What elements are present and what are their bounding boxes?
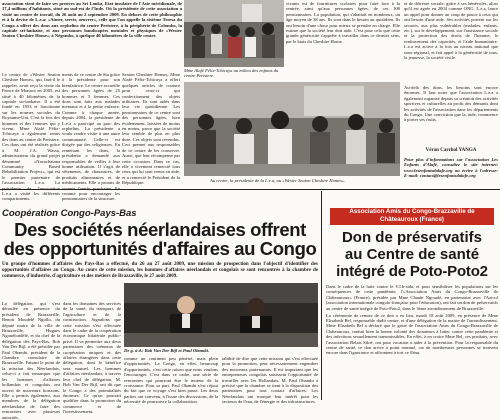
children-photo [184, 0, 284, 67]
association-banner [330, 208, 494, 225]
article-body-far-right-2: Au-delà des dons, les besoins sont encore énormes. Il faut noter que l'association L.e.a a également organisé depuis sa création des activités sportives et culturelles au profit des démunis dont les activités de l'association dans les départements du Congo. Une conviction que la, aide, commence à porter ses fruits. [404, 85, 498, 123]
children-photo-caption: Mme Alafé Félix-Tchicaya au milieu des enfants du centre Peristere. [184, 68, 279, 79]
cheshire-home-photo [184, 82, 400, 176]
article-body-far-right: et de détresse sociale, grâce à ses bénévoles, alors qu'il est agrée en 2004 comme ONG. L.e.a, lance un appel pour donner un coup de pouce à ceux qui ont besoin d'une aide. Ses activités portent sur les secours, aux plus vulnérables (malades, enfants, etc.), sur le développement, sur l'assistance sociale et la protection des droits de l'homme, le renforcement des capacités, et l'aide humanitaire. L.e.a est active à la fois au niveau national que sous-régional, et fait appel à la générosité de tous, la jeunesse, la société civile. [404, 1, 498, 61]
headline-line2: au Centre de santé [344, 246, 480, 263]
top-article [0, 0, 500, 202]
meeting-photo-caption: De g. à d.: Bob Van Der Bijl et Paul Obambi. [124, 348, 210, 353]
headline: Des sociétés néerlandaises offrent [14, 219, 306, 240]
cooperation-article [0, 191, 320, 420]
article-body-right: vivants est de fournitures scolaires pour faire face à la rentrée, ainsi qu'aux personnes âgées, de ces 100 pensionnaires. La population, qui s'abattait en nombreux, un âge moyen de 38 ans. Ils sont dans le besoin au quotidien. Ils ont besoin d'une chose pour mieux se prendre en charge. Elle estime que la société leur doit aide. C'est pour cela que cette grande générosité s'apprête à travailler dans ce dernier sens, par le biais du Cheshire Home. [286, 1, 400, 44]
association-name: Association Amis du Congo-Brazzaville de Châteauroux (France) [349, 208, 475, 223]
cooperation-col1: La délégation, qui s'est déroulée en présence du président de Brazzaville, Benoit Moudelé Ngollo, du député maire de la ville de Brazzaville, Hugues Ngouélondélé, et du chef de la délégation des Pays-Bas, Bob Van Der Bijl, a été présidée par Paul Obambi, président de la Chambre consulaire de Brazzaville. Faisant le point de la mission des Néerlandais, celui-ci a fait remarquer que les hommes d'affaires hollandais et congolais ont ouvert de nouveaux horizons. Elle a permis également, aux membres de la délégation néerlandaise de faire des rencontres avec plusieurs autorités. [2, 301, 60, 420]
body-paragraph-1: Dans le cadre de la lutte contre le V.I.h-sida, et pour sensibiliser les populations sur les conséquences de cette pandémie, l'«Association Amis du Congo-Brazzaville de Châteauroux» (France), présidée par Mme Claude Ngoualé, en partenariat avec l'Azicol (association internationale congolo-française pour l'éducation), ont fait un don de préservatifs au centre de santé intégré de Poto-Poto2, dans le 3ème arrondissement de Brazzaville. [326, 284, 498, 311]
contact-info: Pour plus d'informations sur l'association Les Enfants d'Alafé, consultez le site internet: www.lesenfantsdalafe.org ou écrire à l'adresse: E-mail: contact@lesenfantsdalafe.org [404, 157, 498, 179]
condom-article-body [326, 284, 498, 400]
meeting-photo [124, 283, 318, 347]
article-author: Véran Carrhol YANGA [425, 148, 477, 153]
column-divider [321, 191, 322, 400]
cooperation-col4: tabilité de dire que cette mission qui s'est effectuée pour la promotion, peut nécessairement engendrer des nouveaux partenariats. Il est important que les entrepreneurs congolais saisissent l'opportunité de travailler avec les Hollandais. M. Paul Obambi a précisé que la chambre se tient à la disposition des partenaires pour tout contact d'affaires. Les Néerlandais ont marqué leur intérêt pour les secteurs de l'eau, de l'énergie et des infrastructures. [222, 356, 318, 405]
cooperation-col3: comme un continent peu pénétré, mais plein d'opportunités. La Congo, en effet, beaucoup d'opportunités, c'est cette raison que nous voulons l'encourager. C'est dans ce cadre, une série de rencontres qui pourront être le moteur de la croissance. Pour sa part, Paul Obambi s'est réjoui du fait que ce voyage s'est bien passé. Les deux parties ont convenu, à l'issue des discussions, de la nécessité de poursuivre la collaboration. [124, 356, 218, 405]
article-lead: Un groupe d'hommes d'affaires des Pays-Bas a effectué, du 26 au 27 août 2009, une mission de prospection dans l'objectif d'identifier des opportunités d'affaires au Congo. Au cours de cette mission, les hommes d'affaires néerlandais et congolais se sont rencontrés à la chambre de commerce, d'industrie, d'agriculture et des métiers de Brazzaville, le 27 août 2009. [2, 262, 318, 279]
article-intro: association vient de faire ses preuves au Sri Lanka, Etat insulaire de l'Asie méridionale, de 17,4 millions d'habitants, situé au sud-est de l'Inde. Où la présidente de cette association a visité un centre de travail, du 26 août au 2 septembre 2009. En dehors de cette philosophie et à la devise de L.e.a: «Aimer, servir, oeuvrer», celle que l'on appelle la sixième Teresa du Congo a offert des dons aux orphelins du centre Peristere, à la périphérie de Colombo, la capitale sri-lankaise, et aux personnes handicapées mentales et physiques de «Wester Seaton Cheshire Home», à Négombo, à quelque 40 kilomètres de la ville centre. [2, 1, 182, 39]
cooperation-col2: dans les domaines des services de la santé, du transport, de l'agriculture et de la construction. Signalons que cette mission s'est effectuée dans le cadre de la coopération économique bilatérale public-privé. Il va permettre aux deux partenaires des créneaux de coopération uniques et des affaires étrangères dans cette délégation, dont le bénéfice sera mutuel. Les hommes d'affaires néerlandais, à travers leur chef de délégation, M. Bob Van Der Bijl, ont dit que le Congo a des potentialités énormes. Ce qu'on pourrait qualifier dans la promotion du commerce et de l'investissement. [63, 301, 121, 415]
article-body-col3: Seaton Cheshire Homes, Mme Alafé Félix-Tchicaya a offert quelques articles de couture pour ceux-ci qui confectionnent des objets utilitaires. Ils sont aidés dans leur vie quotidienne. Les pensionnaires de ce centre sont des personnes âgées, bien évidemment, laissées de moins en moins, parce que la société leur semble de plus en plus dure. Ces objets sont revendus. Ceci permet aux responsables de ce centre de les conserver. Aussi, que leur récompense par cette occasion. Dans ce cas, elle a vivement remercié tous ceux qui lui sont venus en aide, et a remercié le Président de la République. [122, 72, 180, 186]
section-divider [0, 189, 500, 190]
article-body-col1: Le centre de «Wester Seaton Cheshire Home», qui, faut-il le rappeler, avait reçu la visite du Prince de Monaco en 2005, est situé à 40 kilomètres de la capitale sri-lankaise. Il a été fondé en 1953 et fonctionne sur les normes sociales du Royaume-Uni. C'est la fois des hommes et des femmes qui y vivent. Mme Alafé Félix-Tchicaya a également remis des dons au centre de Peristere. Ces dons ont été réalisés grâce à M. J.A. Wassa, administrateur du grand projet dénommé «Navachatana Community Based Rehabilitation Project», qui est le premier partenaire de l'association L.e.a. La L.e.a a visité les différents compartiments. [2, 72, 60, 202]
body-paragraph-2: La cérémonie de remise de ce don a eu lieu, mardi 18 août 2009, en présence de Mme Elisabeth Bel, responsable dudit centre, et d'une délégation de la mairie de l'arrondissement. Mme Elisabeth Bel a déclaré que le geste de l'association Amis du Congo-Brazzaville de Châteauroux, traduit bien la bonne volonté des donateurs à lutter contre cette pandémie et des infections sexuellement transmissibles. En effet, à en croire Mme Bel, ces produits, avec l'association Relais Siloé, ont pour vocation à aider à la prévention. Pour la responsable du centre de santé, ce don arrive à point nommé, car de nombreuses personnes se trouvent encore dans l'ignorance et affrontent à tort ce fléau. [326, 312, 498, 356]
condom-donation-article [324, 191, 500, 400]
article-body-col2: ments de ce centre de Sta grâce à la présidente pour son bienfaitrice. Le centre accueille des personnes âgées de 25 hommes et 5 femmes. Ces dons sont faits aux malades mentaux et à la petite enfance. Comme à chaque année, depuis 2004, la présidente de L.e.a a participé au parc des orphelins. La présidente a voulu rendre visite à une autre communauté. Celle-ci est dirigée par des religieuses. En remettant les dons, la présidente a demandé aux responsables de veiller à leur bonne utilisation. Il s'agit de vêtements, de chaussures, de produits alimentaires et de médicaments. Elle a promis de comme pour encourager les pensionnaires de la structure. [62, 72, 120, 202]
cheshire-home-caption: Au centre, la présidente de la L.e.a, au «Wester Seaton Cheshire Homes». [210, 178, 346, 183]
headline: Don de préservatifs [341, 229, 483, 246]
section-kicker: Coopération Congo-Pays-Bas [2, 208, 137, 219]
headline-line2: des opportunités d'affaires au Congo [3, 238, 317, 259]
headline-line3: intégré de Poto-Poto2 [336, 263, 488, 280]
